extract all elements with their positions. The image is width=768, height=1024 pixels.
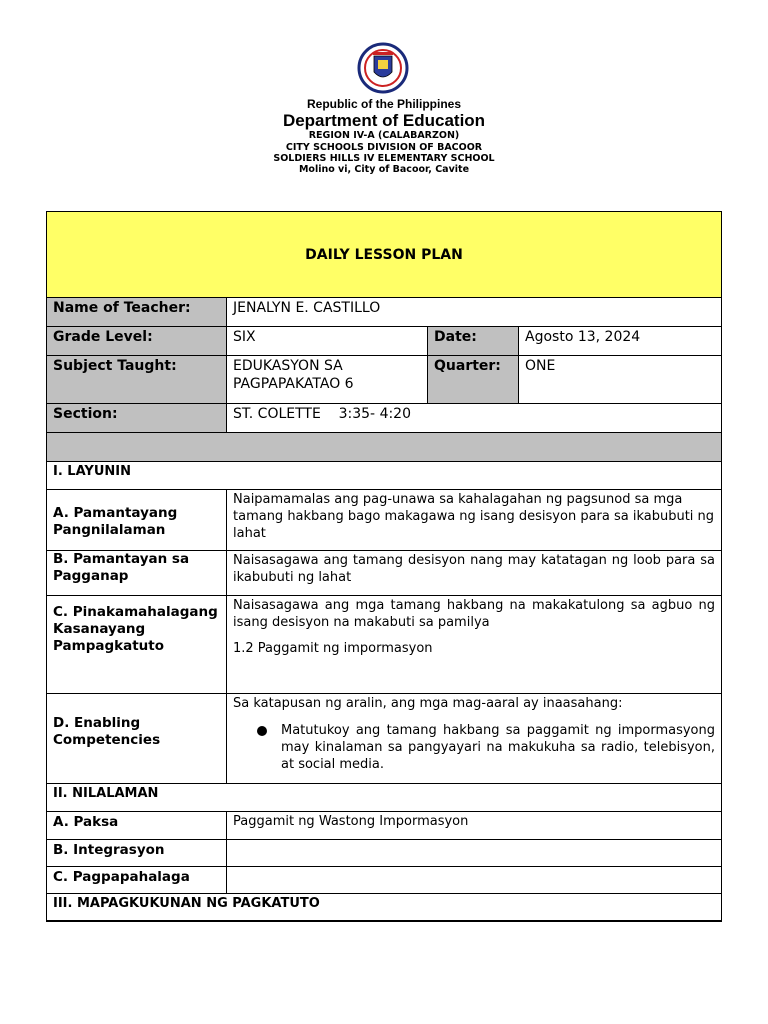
pagpapahalaga-label: C. Pagpapahalaga xyxy=(46,866,227,894)
lesson-plan-title: DAILY LESSON PLAN xyxy=(46,211,722,298)
layunin-d-cell xyxy=(226,693,722,784)
grade-value: SIX xyxy=(226,326,428,356)
layunin-a-label: A. Pamantayang Pangnilalaman xyxy=(46,489,227,551)
layunin-d-intro: Sa katapusan ng aralin, ang mga mag-aaral ay inaasahang: xyxy=(233,696,623,711)
layunin-a-text: Naipamamalas ang pag-unawa sa kahalagahan ng pagsunod sa mga tamang hakbang bago makagawa ng isang desisyon para sa ikabubuti ng lahat xyxy=(226,489,722,551)
deped-seal-logo xyxy=(352,42,414,94)
grade-label: Grade Level: xyxy=(46,326,227,356)
division-line: CITY SCHOOLS DIVISION OF BACOOR xyxy=(285,142,483,153)
mapagkukunan-heading: III. MAPAGKUKUNAN NG PAGKATUTO xyxy=(46,893,722,922)
subject-value: EDUKASYON SA PAGPAPAKATAO 6 xyxy=(226,355,428,404)
quarter-label: Quarter: xyxy=(427,355,519,404)
integrasyon-label: B. Integrasyon xyxy=(46,839,227,867)
region-line: REGION IV-A (CALABARZON) xyxy=(308,130,460,141)
nilalaman-heading: II. NILALAMAN xyxy=(46,783,722,812)
republic-heading: Republic of the Philippines xyxy=(306,97,461,111)
date-label: Date: xyxy=(427,326,519,356)
integrasyon-value xyxy=(226,839,722,867)
layunin-c-cell xyxy=(226,595,722,694)
layunin-b-text: Naisasagawa ang tamang desisyon nang may katatagan ng loob para sa ikabubuti ng lahat xyxy=(226,550,722,596)
layunin-d-bullet-text: Matutukoy ang tamang hakbang sa paggamit ng impormasyong may kinalaman sa pangyayari na makukuha sa radio, telebisyon, at social media. xyxy=(281,723,715,772)
layunin-heading: I. LAYUNIN xyxy=(46,461,722,490)
layunin-b-label: B. Pamantayan sa Pagganap xyxy=(46,550,227,596)
address-line: Molino vi, City of Bacoor, Cavite xyxy=(298,164,470,175)
layunin-c-text: Naisasagawa ang mga tamang hakbang na makakatulong sa agbuo ng isang desisyon na makabuti sa pamilya xyxy=(233,598,715,630)
school-line: SOLDIERS HILLS IV ELEMENTARY SCHOOL xyxy=(273,153,495,164)
layunin-d-bullet-item xyxy=(233,722,715,773)
quarter-value: ONE xyxy=(518,355,722,404)
section-value: ST. COLETTE 3:35- 4:20 xyxy=(226,403,722,433)
gray-divider-row xyxy=(46,432,722,462)
teacher-label: Name of Teacher: xyxy=(46,297,227,327)
layunin-c-label: C. Pinakamahalagang Kasanayang Pampagkatuto xyxy=(46,595,227,694)
paksa-value: Paggamit ng Wastong Impormasyon xyxy=(226,811,722,840)
subject-label: Subject Taught: xyxy=(46,355,227,404)
layunin-c-sub: 1.2 Paggamit ng impormasyon xyxy=(233,641,433,656)
section-label: Section: xyxy=(46,403,227,433)
bullet-icon xyxy=(257,726,267,736)
teacher-value: JENALYN E. CASTILLO xyxy=(226,297,722,327)
pagpapahalaga-value xyxy=(226,866,722,894)
date-value: Agosto 13, 2024 xyxy=(518,326,722,356)
department-heading: Department of Education xyxy=(282,111,486,130)
layunin-d-label: D. Enabling Competencies xyxy=(46,693,227,784)
paksa-label: A. Paksa xyxy=(46,811,227,840)
